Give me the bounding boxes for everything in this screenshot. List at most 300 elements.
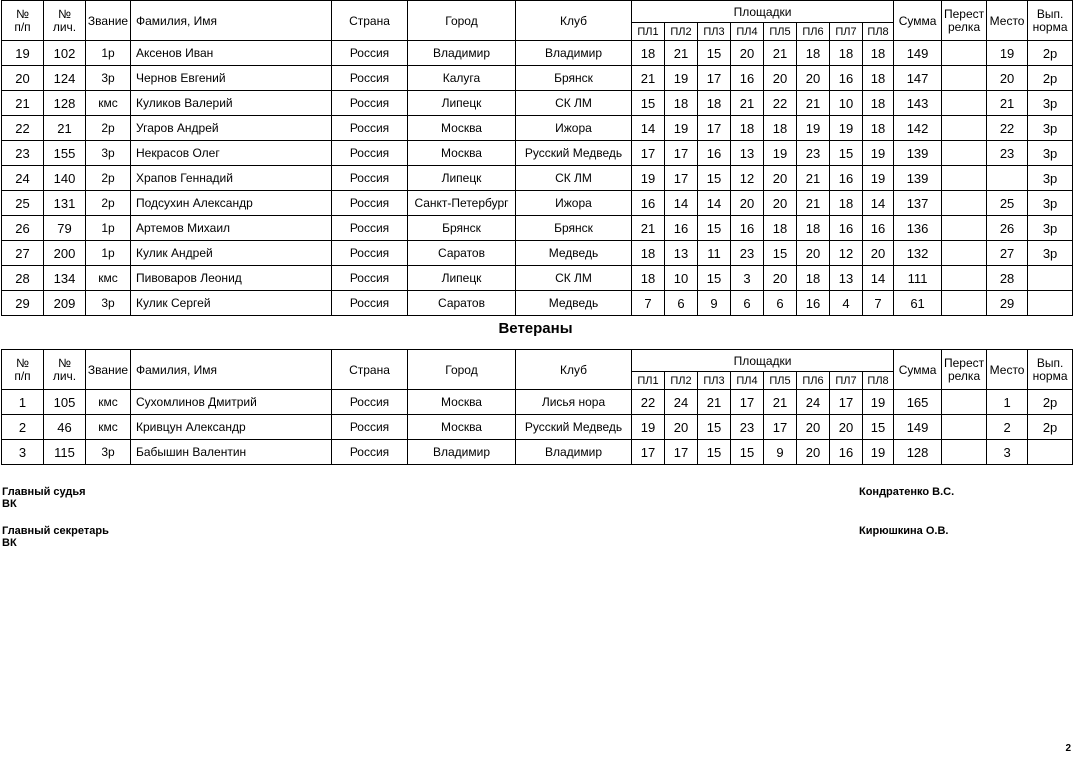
cell-pl8: 19 <box>863 440 894 465</box>
cell-name: Артемов Михаил <box>131 216 332 241</box>
cell-lic: 21 <box>44 116 86 141</box>
cell-pl5: 20 <box>764 66 797 91</box>
cell-pl1: 19 <box>632 415 665 440</box>
col-country-header: Страна <box>332 350 408 390</box>
cell-city: Саратов <box>408 291 516 316</box>
cell-num: 19 <box>2 41 44 66</box>
cell-pl2: 14 <box>665 191 698 216</box>
cell-pl7: 16 <box>830 166 863 191</box>
cell-rank: кмс <box>86 390 131 415</box>
cell-pl4: 6 <box>731 291 764 316</box>
cell-pl3: 15 <box>698 166 731 191</box>
cell-reweigh <box>942 241 987 266</box>
cell-pl5: 9 <box>764 440 797 465</box>
cell-pl3: 21 <box>698 390 731 415</box>
cell-pl8: 19 <box>863 141 894 166</box>
cell-pl2: 19 <box>665 116 698 141</box>
cell-name: Сухомлинов Дмитрий <box>131 390 332 415</box>
cell-pl2: 17 <box>665 440 698 465</box>
col-sites-header: Площадки <box>632 350 894 372</box>
cell-norm: 2р <box>1028 66 1073 91</box>
cell-pl1: 18 <box>632 266 665 291</box>
col-pl1-header: ПЛ1 <box>632 23 665 41</box>
cell-reweigh <box>942 440 987 465</box>
cell-club: Лисья нора <box>516 390 632 415</box>
cell-sum: 128 <box>894 440 942 465</box>
cell-lic: 46 <box>44 415 86 440</box>
cell-sum: 111 <box>894 266 942 291</box>
col-pl3-header: ПЛ3 <box>698 372 731 390</box>
cell-pl1: 19 <box>632 166 665 191</box>
cell-name: Куликов Валерий <box>131 91 332 116</box>
cell-pl1: 15 <box>632 91 665 116</box>
cell-country: Россия <box>332 191 408 216</box>
cell-pl4: 12 <box>731 166 764 191</box>
cell-pl2: 16 <box>665 216 698 241</box>
col-pl6-header: ПЛ6 <box>797 23 830 41</box>
cell-pl4: 3 <box>731 266 764 291</box>
cell-reweigh <box>942 41 987 66</box>
cell-place: 28 <box>987 266 1028 291</box>
cell-place: 1 <box>987 390 1028 415</box>
cell-pl1: 17 <box>632 141 665 166</box>
cell-pl8: 18 <box>863 91 894 116</box>
cell-reweigh <box>942 216 987 241</box>
cell-pl1: 14 <box>632 116 665 141</box>
cell-place: 21 <box>987 91 1028 116</box>
table-row <box>2 415 1073 440</box>
cell-pl6: 20 <box>797 415 830 440</box>
cell-rank: 1р <box>86 216 131 241</box>
cell-num: 24 <box>2 166 44 191</box>
cell-pl1: 16 <box>632 191 665 216</box>
cell-place: 22 <box>987 116 1028 141</box>
cell-norm: 2р <box>1028 390 1073 415</box>
cell-norm <box>1028 266 1073 291</box>
cell-pl6: 20 <box>797 66 830 91</box>
col-pl8-header: ПЛ8 <box>863 23 894 41</box>
cell-club: Русский Медведь <box>516 415 632 440</box>
cell-rank: 2р <box>86 166 131 191</box>
cell-lic: 155 <box>44 141 86 166</box>
col-country-header: Страна <box>332 1 408 41</box>
cell-city: Владимир <box>408 440 516 465</box>
cell-country: Россия <box>332 166 408 191</box>
cell-pl1: 21 <box>632 216 665 241</box>
cell-country: Россия <box>332 291 408 316</box>
col-pl1-header: ПЛ1 <box>632 372 665 390</box>
cell-pl4: 20 <box>731 191 764 216</box>
cell-norm: 3р <box>1028 166 1073 191</box>
cell-pl7: 19 <box>830 116 863 141</box>
cell-pl5: 21 <box>764 41 797 66</box>
cell-pl6: 23 <box>797 141 830 166</box>
cell-pl1: 7 <box>632 291 665 316</box>
cell-norm: 3р <box>1028 141 1073 166</box>
cell-place: 23 <box>987 141 1028 166</box>
cell-country: Россия <box>332 266 408 291</box>
cell-city: Москва <box>408 116 516 141</box>
table-row <box>2 390 1073 415</box>
col-pl2-header: ПЛ2 <box>665 372 698 390</box>
veterans-table <box>1 349 1073 465</box>
cell-city: Калуга <box>408 66 516 91</box>
cell-city: Владимир <box>408 41 516 66</box>
cell-pl6: 20 <box>797 440 830 465</box>
cell-pl4: 21 <box>731 91 764 116</box>
cell-city: Москва <box>408 390 516 415</box>
cell-pl8: 7 <box>863 291 894 316</box>
cell-pl7: 16 <box>830 216 863 241</box>
cell-club: Русский Медведь <box>516 141 632 166</box>
cell-lic: 124 <box>44 66 86 91</box>
cell-num: 2 <box>2 415 44 440</box>
chief-secretary-label <box>2 525 109 549</box>
cell-sum: 61 <box>894 291 942 316</box>
cell-reweigh <box>942 291 987 316</box>
cell-rank: кмс <box>86 91 131 116</box>
cell-pl3: 15 <box>698 266 731 291</box>
cell-city: Москва <box>408 141 516 166</box>
cell-sum: 149 <box>894 41 942 66</box>
table-row <box>2 141 1073 166</box>
cell-club: Ижора <box>516 116 632 141</box>
cell-norm: 3р <box>1028 241 1073 266</box>
col-pl7-header: ПЛ7 <box>830 372 863 390</box>
cell-pl2: 17 <box>665 166 698 191</box>
cell-num: 20 <box>2 66 44 91</box>
cell-sum: 132 <box>894 241 942 266</box>
chief-judge-title: Главный судья <box>2 486 86 498</box>
cell-pl7: 16 <box>830 440 863 465</box>
cell-pl5: 15 <box>764 241 797 266</box>
cell-pl8: 18 <box>863 116 894 141</box>
cell-club: Ижора <box>516 191 632 216</box>
cell-place: 3 <box>987 440 1028 465</box>
cell-pl4: 23 <box>731 415 764 440</box>
table-row <box>2 41 1073 66</box>
table-row <box>2 266 1073 291</box>
table-row <box>2 66 1073 91</box>
cell-pl6: 19 <box>797 116 830 141</box>
cell-norm: 3р <box>1028 191 1073 216</box>
cell-pl7: 15 <box>830 141 863 166</box>
cell-country: Россия <box>332 116 408 141</box>
cell-place: 27 <box>987 241 1028 266</box>
cell-city: Липецк <box>408 91 516 116</box>
cell-num: 28 <box>2 266 44 291</box>
cell-num: 1 <box>2 390 44 415</box>
col-norm-header: Вып. норма <box>1028 350 1073 390</box>
col-pl4-header: ПЛ4 <box>731 23 764 41</box>
cell-pl4: 16 <box>731 66 764 91</box>
cell-pl6: 18 <box>797 41 830 66</box>
cell-pl4: 20 <box>731 41 764 66</box>
cell-lic: 115 <box>44 440 86 465</box>
cell-rank: 2р <box>86 116 131 141</box>
cell-pl6: 21 <box>797 91 830 116</box>
cell-pl3: 15 <box>698 415 731 440</box>
col-club-header: Клуб <box>516 350 632 390</box>
table-row <box>2 166 1073 191</box>
cell-pl1: 21 <box>632 66 665 91</box>
cell-city: Брянск <box>408 216 516 241</box>
cell-name: Кулик Андрей <box>131 241 332 266</box>
cell-name: Аксенов Иван <box>131 41 332 66</box>
col-rank-header: Звание <box>86 1 131 41</box>
cell-norm: 3р <box>1028 216 1073 241</box>
table-row <box>2 91 1073 116</box>
cell-name: Храпов Геннадий <box>131 166 332 191</box>
cell-pl7: 17 <box>830 390 863 415</box>
cell-pl2: 20 <box>665 415 698 440</box>
cell-pl7: 4 <box>830 291 863 316</box>
cell-reweigh <box>942 390 987 415</box>
cell-name: Кулик Сергей <box>131 291 332 316</box>
cell-lic: 200 <box>44 241 86 266</box>
cell-pl7: 18 <box>830 191 863 216</box>
col-city-header: Город <box>408 350 516 390</box>
cell-reweigh <box>942 191 987 216</box>
col-pl5-header: ПЛ5 <box>764 372 797 390</box>
col-pl5-header: ПЛ5 <box>764 23 797 41</box>
cell-num: 3 <box>2 440 44 465</box>
col-pl6-header: ПЛ6 <box>797 372 830 390</box>
cell-num: 26 <box>2 216 44 241</box>
col-city-header: Город <box>408 1 516 41</box>
col-sites-header: Площадки <box>632 1 894 23</box>
cell-rank: 2р <box>86 191 131 216</box>
cell-country: Россия <box>332 91 408 116</box>
cell-pl2: 19 <box>665 66 698 91</box>
cell-city: Москва <box>408 415 516 440</box>
cell-rank: 1р <box>86 241 131 266</box>
cell-club: СК ЛМ <box>516 91 632 116</box>
cell-country: Россия <box>332 390 408 415</box>
cell-pl8: 15 <box>863 415 894 440</box>
cell-pl8: 16 <box>863 216 894 241</box>
cell-reweigh <box>942 141 987 166</box>
cell-pl1: 18 <box>632 241 665 266</box>
cell-name: Чернов Евгений <box>131 66 332 91</box>
cell-reweigh <box>942 66 987 91</box>
cell-pl2: 18 <box>665 91 698 116</box>
cell-norm <box>1028 291 1073 316</box>
cell-pl5: 17 <box>764 415 797 440</box>
cell-pl1: 17 <box>632 440 665 465</box>
col-place-header: Место <box>987 350 1028 390</box>
cell-lic: 209 <box>44 291 86 316</box>
cell-pl8: 19 <box>863 166 894 191</box>
cell-city: Санкт-Петербург <box>408 191 516 216</box>
cell-club: Брянск <box>516 216 632 241</box>
cell-sum: 149 <box>894 415 942 440</box>
cell-lic: 134 <box>44 266 86 291</box>
cell-country: Россия <box>332 415 408 440</box>
cell-pl3: 9 <box>698 291 731 316</box>
cell-sum: 137 <box>894 191 942 216</box>
cell-lic: 79 <box>44 216 86 241</box>
cell-pl6: 18 <box>797 266 830 291</box>
cell-num: 22 <box>2 116 44 141</box>
cell-name: Кривцун Александр <box>131 415 332 440</box>
cell-pl5: 20 <box>764 166 797 191</box>
cell-pl3: 14 <box>698 191 731 216</box>
col-rank-header: Звание <box>86 350 131 390</box>
cell-pl7: 13 <box>830 266 863 291</box>
cell-sum: 147 <box>894 66 942 91</box>
cell-city: Саратов <box>408 241 516 266</box>
cell-country: Россия <box>332 241 408 266</box>
cell-pl5: 20 <box>764 266 797 291</box>
cell-pl8: 18 <box>863 41 894 66</box>
cell-num: 27 <box>2 241 44 266</box>
cell-pl4: 15 <box>731 440 764 465</box>
col-lic-header: № лич. <box>44 350 86 390</box>
cell-pl3: 11 <box>698 241 731 266</box>
section-title: Ветераны <box>498 320 573 337</box>
cell-country: Россия <box>332 66 408 91</box>
cell-norm <box>1028 440 1073 465</box>
col-pl2-header: ПЛ2 <box>665 23 698 41</box>
col-lic-header: № лич. <box>44 1 86 41</box>
chief-secretary-category: ВК <box>2 537 17 549</box>
col-name-header: Фамилия, Имя <box>131 350 332 390</box>
cell-pl4: 18 <box>731 116 764 141</box>
cell-norm: 2р <box>1028 415 1073 440</box>
cell-country: Россия <box>332 440 408 465</box>
cell-rank: 1р <box>86 41 131 66</box>
cell-lic: 128 <box>44 91 86 116</box>
cell-pl1: 22 <box>632 390 665 415</box>
col-num-header: № п/п <box>2 350 44 390</box>
cell-pl4: 13 <box>731 141 764 166</box>
cell-club: СК ЛМ <box>516 266 632 291</box>
cell-pl5: 20 <box>764 191 797 216</box>
cell-pl4: 17 <box>731 390 764 415</box>
cell-pl6: 24 <box>797 390 830 415</box>
cell-city: Липецк <box>408 166 516 191</box>
cell-pl8: 14 <box>863 266 894 291</box>
cell-pl5: 18 <box>764 116 797 141</box>
cell-place: 19 <box>987 41 1028 66</box>
cell-pl6: 18 <box>797 216 830 241</box>
cell-club: Владимир <box>516 440 632 465</box>
cell-pl7: 20 <box>830 415 863 440</box>
cell-country: Россия <box>332 216 408 241</box>
cell-pl3: 17 <box>698 66 731 91</box>
cell-pl4: 16 <box>731 216 764 241</box>
cell-club: Владимир <box>516 41 632 66</box>
cell-sum: 142 <box>894 116 942 141</box>
cell-pl3: 15 <box>698 216 731 241</box>
col-reweigh-header: Перест релка <box>942 350 987 390</box>
col-num-header: № п/п <box>2 1 44 41</box>
results-table <box>1 0 1073 316</box>
cell-country: Россия <box>332 141 408 166</box>
col-place-header: Место <box>987 1 1028 41</box>
cell-num: 25 <box>2 191 44 216</box>
cell-sum: 143 <box>894 91 942 116</box>
cell-pl2: 24 <box>665 390 698 415</box>
cell-club: Медведь <box>516 291 632 316</box>
col-club-header: Клуб <box>516 1 632 41</box>
cell-pl6: 21 <box>797 166 830 191</box>
cell-pl8: 19 <box>863 390 894 415</box>
col-sum-header: Сумма <box>894 350 942 390</box>
table-row <box>2 216 1073 241</box>
cell-name: Угаров Андрей <box>131 116 332 141</box>
cell-pl5: 18 <box>764 216 797 241</box>
cell-num: 21 <box>2 91 44 116</box>
col-pl3-header: ПЛ3 <box>698 23 731 41</box>
cell-rank: 3р <box>86 291 131 316</box>
cell-pl6: 20 <box>797 241 830 266</box>
cell-pl8: 20 <box>863 241 894 266</box>
table-row <box>2 241 1073 266</box>
cell-pl5: 22 <box>764 91 797 116</box>
cell-city: Липецк <box>408 266 516 291</box>
cell-club: СК ЛМ <box>516 166 632 191</box>
cell-rank: 3р <box>86 141 131 166</box>
cell-place: 2 <box>987 415 1028 440</box>
cell-pl7: 18 <box>830 41 863 66</box>
cell-name: Некрасов Олег <box>131 141 332 166</box>
col-pl4-header: ПЛ4 <box>731 372 764 390</box>
cell-country: Россия <box>332 41 408 66</box>
col-pl8-header: ПЛ8 <box>863 372 894 390</box>
cell-rank: кмс <box>86 266 131 291</box>
cell-pl2: 6 <box>665 291 698 316</box>
cell-name: Подсухин Александр <box>131 191 332 216</box>
cell-pl8: 14 <box>863 191 894 216</box>
page-number: 2 <box>1065 743 1071 754</box>
cell-club: Медведь <box>516 241 632 266</box>
cell-pl5: 21 <box>764 390 797 415</box>
table-row <box>2 191 1073 216</box>
cell-sum: 139 <box>894 141 942 166</box>
cell-pl2: 10 <box>665 266 698 291</box>
cell-norm: 2р <box>1028 41 1073 66</box>
cell-sum: 165 <box>894 390 942 415</box>
cell-rank: 3р <box>86 440 131 465</box>
cell-name: Пивоваров Леонид <box>131 266 332 291</box>
cell-place: 20 <box>987 66 1028 91</box>
cell-num: 23 <box>2 141 44 166</box>
cell-lic: 140 <box>44 166 86 191</box>
cell-norm: 3р <box>1028 91 1073 116</box>
cell-pl2: 13 <box>665 241 698 266</box>
cell-sum: 136 <box>894 216 942 241</box>
cell-reweigh <box>942 166 987 191</box>
cell-rank: кмс <box>86 415 131 440</box>
cell-pl3: 17 <box>698 116 731 141</box>
cell-reweigh <box>942 415 987 440</box>
cell-rank: 3р <box>86 66 131 91</box>
cell-lic: 131 <box>44 191 86 216</box>
cell-pl3: 15 <box>698 41 731 66</box>
cell-pl7: 10 <box>830 91 863 116</box>
cell-pl2: 21 <box>665 41 698 66</box>
chief-secretary-title: Главный секретарь <box>2 525 109 537</box>
cell-norm: 3р <box>1028 116 1073 141</box>
cell-name: Бабышин Валентин <box>131 440 332 465</box>
cell-sum: 139 <box>894 166 942 191</box>
cell-pl8: 18 <box>863 66 894 91</box>
cell-reweigh <box>942 116 987 141</box>
table-row <box>2 440 1073 465</box>
cell-pl3: 16 <box>698 141 731 166</box>
